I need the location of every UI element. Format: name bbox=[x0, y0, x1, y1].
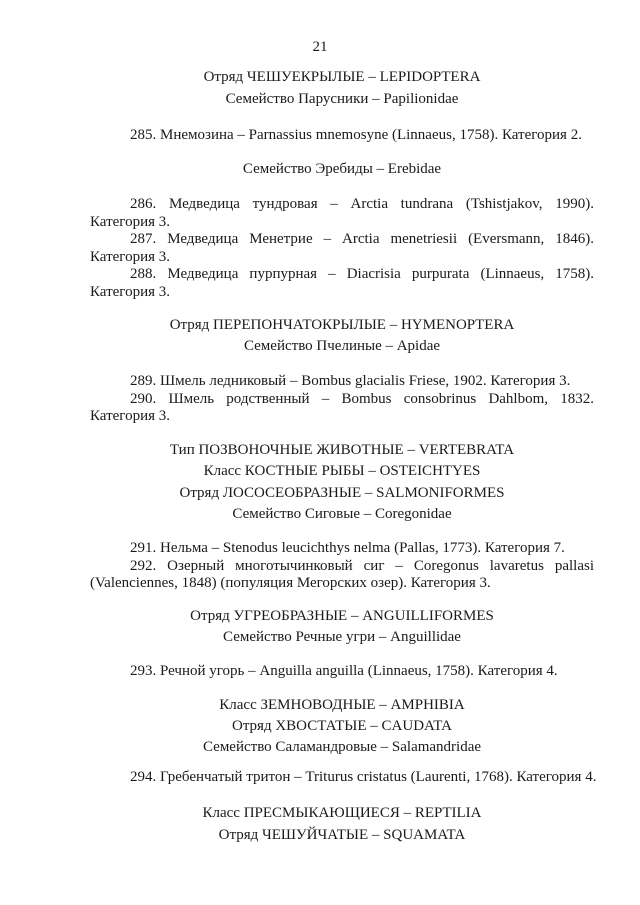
species-entry: 289. Шмель ледниковый – Bombus glacialis Friese, 1902. Категория 3. bbox=[130, 373, 571, 389]
family-heading: Семейство Парусники – Papilionidae bbox=[225, 91, 459, 107]
order-heading: Отряд УГРЕОБРАЗНЫЕ – ANGUILLIFORMES bbox=[190, 608, 494, 624]
species-entry: 286. Медведица тундровая – Arctia tundrana (Tshistjakov, 1990). bbox=[130, 196, 594, 212]
species-entry-continuation: Категория 3. bbox=[90, 214, 170, 230]
order-heading: Отряд ЧЕШУЕКРЫЛЫЕ – LEPIDOPTERA bbox=[203, 69, 481, 85]
species-entry: 293. Речной угорь – Anguilla anguilla (Linnaeus, 1758). Категория 4. bbox=[130, 663, 558, 679]
family-heading: Семейство Сиговые – Coregonidae bbox=[232, 506, 452, 522]
family-heading: Семейство Саламандровые – Salamandridae bbox=[202, 739, 482, 755]
species-entry: 287. Медведица Менетрие – Arctia menetriesii (Eversmann, 1846). bbox=[130, 231, 594, 247]
species-entry-continuation: (Valenciennes, 1848) (популяция Мегорских озер). Категория 3. bbox=[90, 575, 491, 591]
species-entry-continuation: Категория 3. bbox=[90, 408, 170, 424]
order-heading: Отряд ХВОСТАТЫЕ – CAUDATA bbox=[231, 718, 452, 734]
family-heading: Семейство Пчелиные – Apidae bbox=[243, 338, 441, 354]
species-entry: 294. Гребенчатый тритон – Triturus cristatus (Laurenti, 1768). Категория 4. bbox=[130, 769, 597, 785]
page-number: 21 bbox=[312, 39, 328, 55]
phylum-heading: Тип ПОЗВОНОЧНЫЕ ЖИВОТНЫЕ – VERTEBRATA bbox=[169, 442, 515, 458]
species-entry-continuation: Категория 3. bbox=[90, 249, 170, 265]
order-heading: Отряд ЛОСОСЕОБРАЗНЫЕ – SALMONIFORMES bbox=[179, 485, 505, 501]
family-heading: Семейство Речные угри – Anguillidae bbox=[223, 629, 461, 645]
class-heading: Класс ПРЕСМЫКАЮЩИЕСЯ – REPTILIA bbox=[202, 805, 482, 821]
species-entry: 288. Медведица пурпурная – Diacrisia purpurata (Linnaeus, 1758). bbox=[130, 266, 594, 282]
species-entry: 292. Озерный многотычинковый сиг – Coregonus lavaretus pallasi bbox=[130, 558, 594, 574]
species-entry: 285. Мнемозина – Parnassius mnemosyne (Linnaeus, 1758). Категория 2. bbox=[130, 127, 582, 143]
species-entry: 291. Нельма – Stenodus leucichthys nelma (Pallas, 1773). Категория 7. bbox=[130, 540, 565, 556]
class-heading: Класс ЗЕМНОВОДНЫЕ – AMPHIBIA bbox=[219, 697, 465, 713]
species-entry-continuation: Категория 3. bbox=[90, 284, 170, 300]
species-entry: 290. Шмель родственный – Bombus consobrinus Dahlbom, 1832. bbox=[130, 391, 594, 407]
order-heading: Отряд ПЕРЕПОНЧАТОКРЫЛЫЕ – HYMENOPTERA bbox=[169, 317, 515, 333]
order-heading: Отряд ЧЕШУЙЧАТЫЕ – SQUAMATA bbox=[218, 827, 466, 843]
family-heading: Семейство Эребиды – Erebidae bbox=[242, 161, 442, 177]
class-heading: Класс КОСТНЫЕ РЫБЫ – OSTEICHTYES bbox=[203, 463, 481, 479]
